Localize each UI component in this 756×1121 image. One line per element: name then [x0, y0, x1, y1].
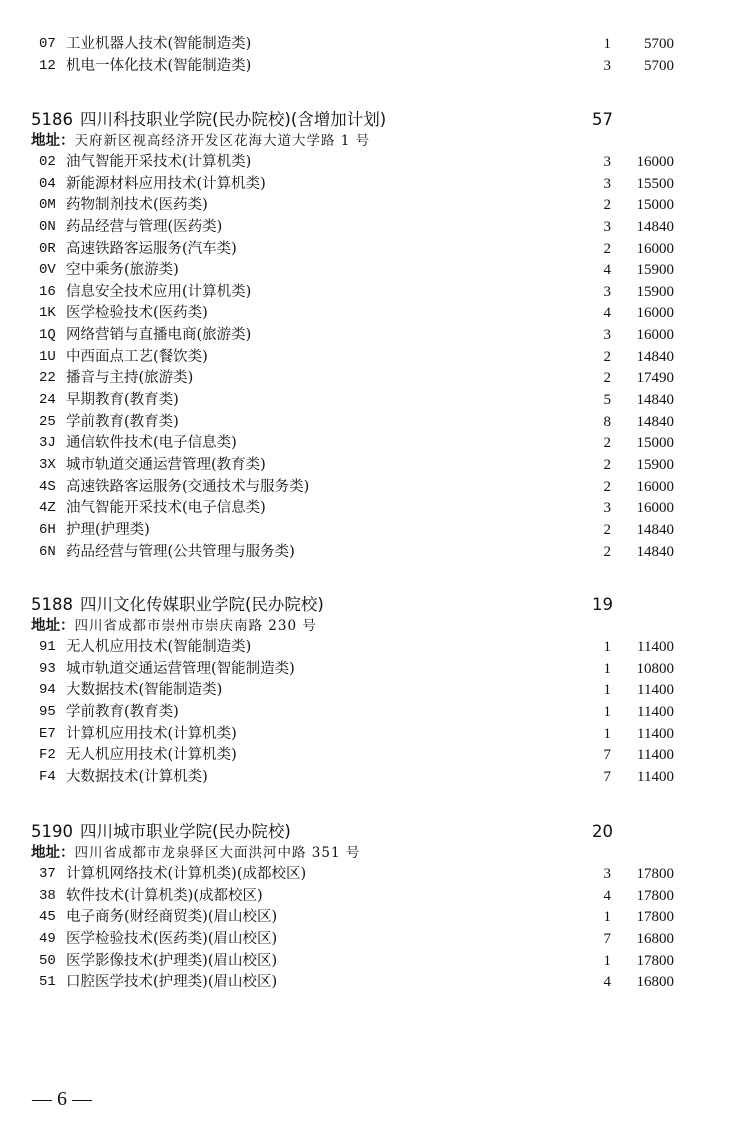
- address-label: 地址：: [31, 133, 75, 149]
- address-label: 地址：: [31, 845, 75, 861]
- major-name: 医学影像技术(护理类)(眉山校区): [66, 952, 278, 969]
- major-code: 22: [39, 370, 56, 387]
- plan-count: 1: [603, 639, 611, 655]
- plan-count: 4: [603, 262, 611, 279]
- major-row: [0, 929, 756, 951]
- major-row: [0, 412, 756, 434]
- major-code: 4Z: [39, 500, 56, 517]
- major-code: 02: [39, 154, 56, 170]
- major-code: 95: [39, 703, 56, 720]
- major-code: 07: [39, 36, 56, 52]
- tuition-fee: 11400: [637, 703, 674, 720]
- tuition-fee: 14840: [636, 348, 674, 365]
- major-row: [0, 390, 756, 412]
- plan-count: 2: [603, 435, 611, 452]
- school-code: 5190: [31, 822, 73, 841]
- major-row: [0, 659, 756, 681]
- major-row: [0, 455, 756, 477]
- major-row: [0, 637, 756, 659]
- major-name: 医学检验技术(医药类): [66, 305, 208, 322]
- tuition-fee: 14840: [636, 521, 674, 538]
- tuition-fee: 16000: [636, 154, 674, 170]
- plan-count: 1: [603, 725, 611, 742]
- plan-count: 2: [603, 370, 611, 387]
- major-code: 4S: [39, 478, 56, 495]
- school-name: 四川城市职业学院(民办院校): [80, 822, 291, 841]
- tuition-fee: 5700: [644, 57, 674, 74]
- plan-count: 7: [603, 930, 611, 947]
- plan-count: 3: [603, 175, 611, 192]
- major-row: [0, 217, 756, 239]
- tuition-fee: 16000: [636, 240, 674, 257]
- tuition-fee: 16000: [636, 305, 674, 322]
- tuition-fee: 15900: [636, 283, 674, 300]
- tuition-fee: 11400: [637, 768, 674, 785]
- plan-count: 2: [603, 240, 611, 257]
- plan-count: 8: [603, 413, 611, 430]
- major-name: 空中乘务(旅游类): [66, 262, 179, 279]
- major-row: [0, 767, 756, 789]
- major-name: 计算机应用技术(计算机类): [66, 725, 237, 742]
- plan-count: 3: [603, 154, 611, 170]
- tuition-fee: 14840: [636, 543, 674, 560]
- major-row: [0, 864, 756, 886]
- major-name: 高速铁路客运服务(交通技术与服务类): [66, 478, 310, 495]
- tuition-fee: 15900: [636, 456, 674, 473]
- major-code: 6N: [39, 543, 56, 560]
- major-name: 中西面点工艺(餐饮类): [66, 348, 208, 365]
- plan-count: 2: [603, 197, 611, 214]
- major-name: 医学检验技术(医药类)(眉山校区): [66, 930, 278, 947]
- major-name: 护理(护理类): [66, 521, 150, 538]
- school-name: 四川科技职业学院(民办院校)(含增加计划): [80, 110, 387, 129]
- major-row: [0, 520, 756, 542]
- major-code: 0N: [39, 218, 56, 235]
- major-code: 91: [39, 639, 56, 655]
- major-row: [0, 951, 756, 973]
- school-address: [0, 843, 756, 864]
- major-name: 通信软件技术(电子信息类): [66, 435, 237, 452]
- tuition-fee: 17490: [636, 370, 674, 387]
- tuition-fee: 17800: [636, 866, 674, 882]
- major-row: [0, 239, 756, 261]
- major-name: 学前教育(教育类): [66, 703, 179, 720]
- plan-count: 5: [603, 392, 611, 409]
- major-code: 12: [39, 57, 56, 74]
- major-name: 电子商务(财经商贸类)(眉山校区): [66, 909, 278, 926]
- plan-count: 1: [603, 909, 611, 926]
- section-5186: [0, 108, 756, 563]
- major-name: 药品经营与管理(医药类): [66, 218, 223, 235]
- plan-count: 7: [603, 768, 611, 785]
- major-row: [0, 34, 756, 56]
- plan-count: 1: [603, 703, 611, 720]
- major-name: 信息安全技术应用(计算机类): [66, 283, 252, 300]
- major-code: 93: [39, 660, 56, 677]
- tuition-fee: 16000: [636, 478, 674, 495]
- major-code: 16: [39, 283, 56, 300]
- school-name: 四川文化传媒职业学院(民办院校): [80, 595, 324, 614]
- major-name: 新能源材料应用技术(计算机类): [66, 175, 266, 192]
- tuition-fee: 16000: [636, 327, 674, 344]
- major-row: [0, 724, 756, 746]
- major-code: 24: [39, 392, 56, 409]
- major-row: [0, 195, 756, 217]
- page-number: — 6 —: [32, 1088, 92, 1110]
- major-code: 94: [39, 682, 56, 699]
- tuition-fee: 15900: [636, 262, 674, 279]
- major-code: 6H: [39, 521, 56, 538]
- major-code: 38: [39, 887, 56, 904]
- tuition-fee: 16800: [636, 974, 674, 991]
- plan-count: 3: [603, 283, 611, 300]
- major-name: 药物制剂技术(医药类): [66, 197, 208, 214]
- major-row: [0, 433, 756, 455]
- plan-count: 3: [603, 327, 611, 344]
- tuition-fee: 5700: [644, 36, 674, 52]
- major-name: 无人机应用技术(智能制造类): [66, 639, 252, 655]
- major-code: 49: [39, 930, 56, 947]
- major-code: 50: [39, 952, 56, 969]
- school-header: [0, 108, 756, 131]
- major-name: 播音与主持(旅游类): [66, 370, 194, 387]
- major-row: [0, 745, 756, 767]
- tuition-fee: 14840: [636, 392, 674, 409]
- major-row: [0, 325, 756, 347]
- major-code: 37: [39, 866, 56, 882]
- major-name: 油气智能开采技术(计算机类): [66, 154, 252, 170]
- plan-count: 1: [603, 660, 611, 677]
- major-code: 51: [39, 974, 56, 991]
- major-code: 3J: [39, 435, 56, 452]
- address-text: 四川省成都市龙泉驿区大面洪河中路 351 号: [74, 845, 361, 861]
- tuition-fee: 17800: [636, 952, 674, 969]
- school-code: 5186: [31, 110, 73, 129]
- section-5188: [0, 593, 756, 788]
- major-row: [0, 477, 756, 499]
- major-code: 25: [39, 413, 56, 430]
- major-row: [0, 907, 756, 929]
- tuition-fee: 17800: [636, 887, 674, 904]
- major-row: [0, 174, 756, 196]
- tuition-fee: 11400: [637, 747, 674, 764]
- plan-count: 1: [603, 36, 611, 52]
- school-header: [0, 820, 756, 843]
- major-name: 城市轨道交通运营管理(智能制造类): [66, 660, 295, 677]
- tuition-fee: 14840: [636, 218, 674, 235]
- major-name: 口腔医学技术(护理类)(眉山校区): [66, 974, 278, 991]
- school-address: [0, 616, 756, 637]
- major-row: [0, 260, 756, 282]
- major-name: 计算机网络技术(计算机类)(成都校区): [66, 866, 307, 882]
- major-row: [0, 680, 756, 702]
- major-code: 0M: [39, 197, 56, 214]
- tuition-fee: 11400: [637, 682, 674, 699]
- section-continued: [0, 34, 756, 77]
- plan-count: 3: [603, 500, 611, 517]
- school-code: 5188: [31, 595, 73, 614]
- plan-count: 4: [603, 974, 611, 991]
- school-total: 19: [592, 595, 613, 614]
- address-label: 地址：: [31, 618, 75, 634]
- major-name: 城市轨道交通运营管理(教育类): [66, 456, 266, 473]
- school-address: [0, 131, 756, 152]
- tuition-fee: 17800: [636, 909, 674, 926]
- major-code: 3X: [39, 456, 56, 473]
- major-row: [0, 702, 756, 724]
- tuition-fee: 16000: [636, 500, 674, 517]
- tuition-fee: 15000: [636, 435, 674, 452]
- tuition-fee: 11400: [637, 639, 674, 655]
- school-total: 57: [592, 110, 613, 129]
- plan-count: 2: [603, 456, 611, 473]
- major-row: [0, 347, 756, 369]
- major-name: 软件技术(计算机类)(成都校区): [66, 887, 263, 904]
- plan-count: 3: [603, 218, 611, 235]
- address-text: 天府新区视高经济开发区花海大道大学路 1 号: [74, 133, 371, 149]
- major-name: 药品经营与管理(公共管理与服务类): [66, 543, 295, 560]
- tuition-fee: 15500: [636, 175, 674, 192]
- major-row: [0, 303, 756, 325]
- major-code: 0V: [39, 262, 56, 279]
- major-name: 无人机应用技术(计算机类): [66, 747, 237, 764]
- major-name: 高速铁路客运服务(汽车类): [66, 240, 237, 257]
- plan-count: 2: [603, 543, 611, 560]
- major-code: 45: [39, 909, 56, 926]
- tuition-fee: 10800: [636, 660, 674, 677]
- plan-count: 4: [603, 887, 611, 904]
- major-name: 学前教育(教育类): [66, 413, 179, 430]
- plan-count: 4: [603, 305, 611, 322]
- major-row: [0, 886, 756, 908]
- major-name: 大数据技术(智能制造类): [66, 682, 223, 699]
- plan-count: 7: [603, 747, 611, 764]
- plan-count: 3: [603, 866, 611, 882]
- plan-count: 2: [603, 348, 611, 365]
- major-row: [0, 152, 756, 174]
- major-row: [0, 282, 756, 304]
- major-name: 机电一体化技术(智能制造类): [66, 57, 252, 74]
- major-code: E7: [39, 725, 56, 742]
- major-name: 早期教育(教育类): [66, 392, 179, 409]
- plan-count: 2: [603, 478, 611, 495]
- major-code: 04: [39, 175, 56, 192]
- major-name: 油气智能开采技术(电子信息类): [66, 500, 266, 517]
- school-total: 20: [592, 822, 613, 841]
- tuition-fee: 16800: [636, 930, 674, 947]
- major-code: 0R: [39, 240, 56, 257]
- address-text: 四川省成都市崇州市崇庆南路 230 号: [74, 618, 317, 634]
- major-code: 1U: [39, 348, 56, 365]
- major-row: [0, 542, 756, 564]
- major-name: 大数据技术(计算机类): [66, 768, 208, 785]
- major-name: 工业机器人技术(智能制造类): [66, 36, 252, 52]
- plan-count: 1: [603, 682, 611, 699]
- major-row: [0, 972, 756, 994]
- plan-count: 1: [603, 952, 611, 969]
- plan-count: 2: [603, 521, 611, 538]
- major-code: 1K: [39, 305, 56, 322]
- school-header: [0, 593, 756, 616]
- major-code: F2: [39, 747, 56, 764]
- section-5190: [0, 820, 756, 994]
- tuition-fee: 14840: [636, 413, 674, 430]
- major-code: F4: [39, 768, 56, 785]
- tuition-fee: 11400: [637, 725, 674, 742]
- major-name: 网络营销与直播电商(旅游类): [66, 327, 252, 344]
- tuition-fee: 15000: [636, 197, 674, 214]
- major-code: 1Q: [39, 327, 56, 344]
- major-row: [0, 498, 756, 520]
- major-row: [0, 368, 756, 390]
- plan-count: 3: [603, 57, 611, 74]
- major-row: [0, 56, 756, 78]
